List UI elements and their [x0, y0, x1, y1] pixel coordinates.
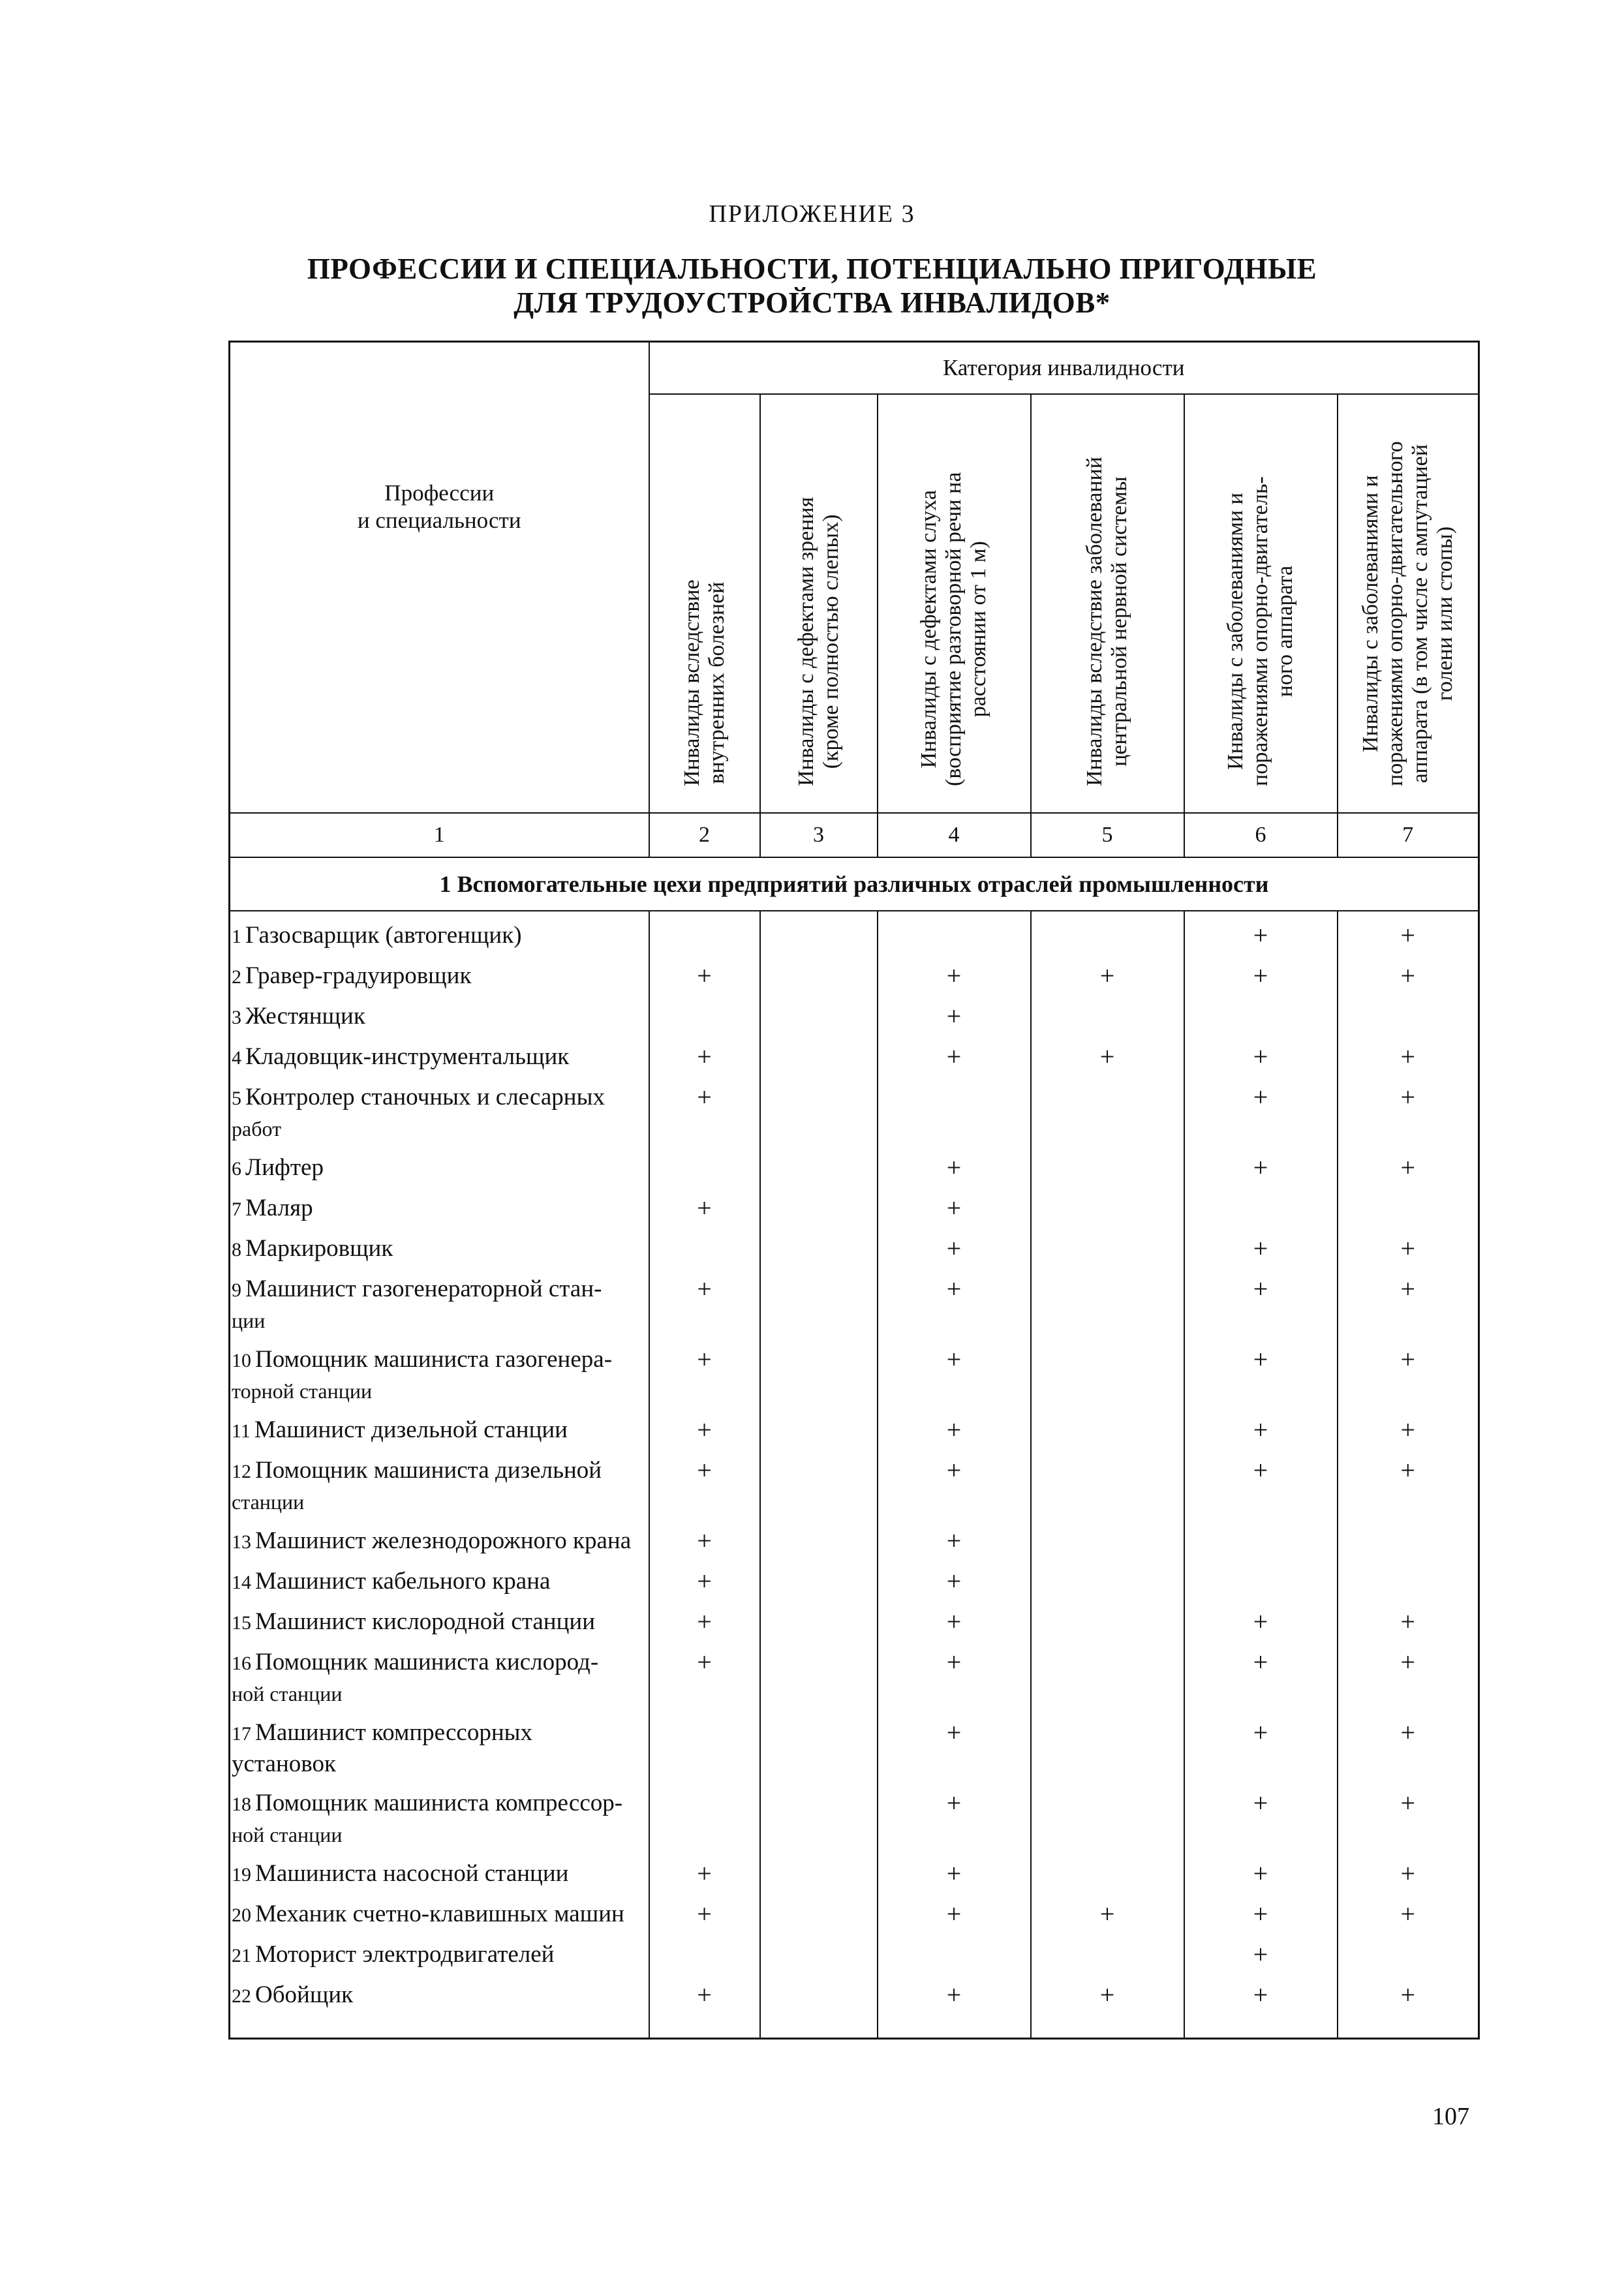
- suitability-mark: [760, 1184, 878, 1225]
- suitability-mark: [649, 1144, 760, 1184]
- header-column-text: [1358, 441, 1458, 786]
- profession-name: Контролер станочных и слесарных: [245, 1084, 605, 1110]
- profession-name: Помощник машиниста дизельной: [255, 1457, 602, 1484]
- suitability-mark: [1184, 1184, 1338, 1225]
- suitability-mark: +: [1184, 1225, 1338, 1265]
- profession-name-continuation: торной станции: [232, 1379, 373, 1403]
- suitability-mark: +: [649, 1638, 760, 1709]
- table-row: [230, 1336, 1479, 1406]
- profession-cell: [230, 1850, 649, 1890]
- suitability-mark: [649, 1225, 760, 1265]
- suitability-mark: [1338, 1184, 1479, 1225]
- suitability-mark: +: [878, 1517, 1031, 1557]
- header-column-line: поражениями опорно-двигатель-: [1248, 476, 1272, 786]
- table-row: [230, 1033, 1479, 1073]
- table-row: [230, 1709, 1479, 1779]
- profession-cell: [230, 1779, 649, 1850]
- profession-cell: [230, 992, 649, 1033]
- suitability-mark: +: [649, 1890, 760, 1931]
- header-professions-line-2: и специальности: [357, 508, 521, 533]
- suitability-mark: +: [1184, 1336, 1338, 1406]
- suitability-mark: +: [649, 1850, 760, 1890]
- suitability-mark: [1031, 1557, 1184, 1598]
- suitability-mark: [760, 1265, 878, 1336]
- suitability-mark: +: [1184, 952, 1338, 992]
- suitability-mark: [1031, 1850, 1184, 1890]
- profession-name: Машинист газогенераторной стан-: [245, 1276, 602, 1302]
- suitability-mark: [1031, 1265, 1184, 1336]
- suitability-mark: +: [649, 1598, 760, 1638]
- suitability-mark: +: [649, 1265, 760, 1336]
- suitability-mark: [1031, 1709, 1184, 1779]
- suitability-mark: [878, 1931, 1031, 1971]
- table-row: [230, 1184, 1479, 1225]
- suitability-mark: [1031, 1446, 1184, 1517]
- page-title: [0, 252, 1624, 320]
- suitability-mark: [1031, 1073, 1184, 1144]
- header-column-line: голени или стопы): [1432, 526, 1457, 701]
- suitability-mark: [1031, 1779, 1184, 1850]
- profession-cell: [230, 1406, 649, 1446]
- header-category: Категория инвалидности: [649, 342, 1479, 395]
- suitability-mark: [1031, 1336, 1184, 1406]
- row-number: 2: [232, 966, 241, 988]
- suitability-mark: [760, 1336, 878, 1406]
- profession-name: Машинист компрессорных установок: [232, 1719, 533, 1777]
- suitability-mark: +: [878, 1890, 1031, 1931]
- suitability-mark: [649, 992, 760, 1033]
- suitability-mark: [760, 952, 878, 992]
- suitability-mark: +: [878, 1638, 1031, 1709]
- profession-name: Помощник машиниста компрессор-: [255, 1790, 623, 1816]
- suitability-mark: +: [878, 1033, 1031, 1073]
- suitability-mark: +: [878, 1336, 1031, 1406]
- suitability-mark: [649, 1709, 760, 1779]
- profession-cell: [230, 1517, 649, 1557]
- suitability-mark: [760, 1779, 878, 1850]
- row-number: 16: [232, 1653, 251, 1674]
- suitability-mark: [760, 1890, 878, 1931]
- table-row: [230, 1971, 1479, 2039]
- suitability-mark: +: [1184, 1850, 1338, 1890]
- header-column-line: Инвалиды вследствие заболеваний: [1082, 457, 1107, 786]
- header-column-2: [649, 394, 760, 813]
- table-row: [230, 1779, 1479, 1850]
- suitability-mark: +: [1031, 1971, 1184, 2039]
- row-number: 6: [232, 1158, 241, 1180]
- header-column-4: [878, 394, 1031, 813]
- column-number: 5: [1031, 813, 1184, 857]
- suitability-mark: +: [1184, 1638, 1338, 1709]
- column-number: 4: [878, 813, 1031, 857]
- profession-cell: [230, 1265, 649, 1336]
- profession-cell: [230, 1144, 649, 1184]
- suitability-mark: +: [1184, 1598, 1338, 1638]
- profession-name: Помощник машиниста газогенера-: [255, 1346, 613, 1373]
- suitability-mark: +: [649, 1971, 760, 2039]
- section-title: 1 Вспомогательные цехи предприятий различных отраслей промышленности: [230, 857, 1479, 911]
- profession-name: Газосварщик (автогенщик): [245, 922, 522, 949]
- suitability-mark: [1031, 911, 1184, 952]
- row-number: 10: [232, 1350, 251, 1371]
- suitability-mark: +: [1338, 911, 1479, 952]
- profession-name-continuation: станции: [232, 1490, 305, 1514]
- suitability-mark: [760, 1557, 878, 1598]
- suitability-mark: +: [878, 992, 1031, 1033]
- profession-name: Помощник машиниста кислород-: [255, 1649, 599, 1675]
- column-number: 6: [1184, 813, 1338, 857]
- suitability-mark: +: [878, 1144, 1031, 1184]
- profession-name-continuation: ной станции: [232, 1823, 343, 1846]
- profession-name: Машинист кабельного крана: [255, 1568, 551, 1595]
- header-professions-line-1: Профессии: [384, 480, 495, 506]
- suitability-mark: +: [1184, 1779, 1338, 1850]
- suitability-mark: +: [1338, 952, 1479, 992]
- suitability-mark: [760, 1033, 878, 1073]
- table-row: [230, 1598, 1479, 1638]
- suitability-mark: [1338, 1557, 1479, 1598]
- table-row: [230, 1850, 1479, 1890]
- header-column-line: (кроме полностью слепых): [818, 514, 843, 769]
- row-number: 4: [232, 1047, 241, 1069]
- profession-cell: [230, 1971, 649, 2039]
- row-number: 15: [232, 1612, 251, 1634]
- column-number: 7: [1338, 813, 1479, 857]
- header-column-6: [1184, 394, 1338, 813]
- suitability-mark: [1338, 1517, 1479, 1557]
- suitability-mark: +: [649, 1557, 760, 1598]
- suitability-mark: [1338, 992, 1479, 1033]
- profession-name: Маляр: [245, 1195, 313, 1221]
- header-column-line: Инвалиды с заболеваниями и: [1223, 493, 1248, 770]
- suitability-mark: [760, 1971, 878, 2039]
- header-column-line: внутренних болезней: [704, 581, 729, 784]
- profession-name: Машинист кислородной станции: [255, 1608, 595, 1635]
- row-number: 22: [232, 1985, 251, 2007]
- table-row: [230, 1931, 1479, 1971]
- suitability-mark: [760, 911, 878, 952]
- suitability-mark: +: [1338, 1446, 1479, 1517]
- profession-cell: [230, 1073, 649, 1144]
- table-row: [230, 1144, 1479, 1184]
- header-column-line: центральной нервной системы: [1107, 476, 1131, 767]
- header-column-line: Инвалиды с дефектами зрения: [793, 497, 818, 786]
- row-number: 8: [232, 1239, 241, 1261]
- suitability-mark: +: [1184, 1890, 1338, 1931]
- profession-cell: [230, 911, 649, 952]
- suitability-mark: +: [1338, 1709, 1479, 1779]
- row-number: 3: [232, 1007, 241, 1028]
- suitability-mark: +: [878, 1406, 1031, 1446]
- profession-cell: [230, 1225, 649, 1265]
- suitability-mark: +: [878, 1225, 1031, 1265]
- suitability-mark: [760, 1638, 878, 1709]
- profession-name: Кладовщик-инструментальщик: [245, 1043, 570, 1070]
- appendix-label: ПРИЛОЖЕНИЕ 3: [709, 200, 915, 228]
- profession-name: Моторист электродвигателей: [255, 1941, 555, 1968]
- suitability-mark: +: [649, 1406, 760, 1446]
- suitability-mark: [1031, 1144, 1184, 1184]
- suitability-mark: +: [1031, 952, 1184, 992]
- suitability-mark: [1031, 1598, 1184, 1638]
- suitability-mark: +: [1031, 1890, 1184, 1931]
- suitability-mark: [1031, 1517, 1184, 1557]
- suitability-mark: +: [878, 1709, 1031, 1779]
- profession-cell: [230, 952, 649, 992]
- table-row: [230, 1265, 1479, 1336]
- suitability-mark: [649, 911, 760, 952]
- table-row: [230, 1446, 1479, 1517]
- suitability-mark: +: [1338, 1265, 1479, 1336]
- suitability-mark: +: [1184, 1971, 1338, 2039]
- profession-cell: [230, 1709, 649, 1779]
- page-number: 107: [1432, 2103, 1469, 2130]
- suitability-mark: [1184, 992, 1338, 1033]
- profession-cell: [230, 1890, 649, 1931]
- profession-name: Гравер-градуировщик: [245, 962, 472, 989]
- header-column-line: Инвалиды с дефектами слуха: [917, 490, 941, 769]
- suitability-mark: [760, 1709, 878, 1779]
- suitability-mark: [760, 1446, 878, 1517]
- header-column-line: Инвалиды с заболеваниями и: [1358, 475, 1383, 752]
- column-number: 1: [230, 813, 649, 857]
- suitability-mark: +: [878, 952, 1031, 992]
- suitability-mark: [1031, 1931, 1184, 1971]
- suitability-mark: [1338, 1931, 1479, 1971]
- profession-name-continuation: ной станции: [232, 1682, 343, 1705]
- suitability-mark: +: [649, 1517, 760, 1557]
- suitability-mark: [760, 1850, 878, 1890]
- suitability-mark: +: [878, 1557, 1031, 1598]
- profession-name: Механик счетно-клавишных машин: [255, 1901, 624, 1927]
- suitability-mark: [649, 1779, 760, 1850]
- suitability-mark: [760, 1598, 878, 1638]
- suitability-mark: +: [878, 1971, 1031, 2039]
- suitability-mark: +: [878, 1850, 1031, 1890]
- profession-name-continuation: ции: [232, 1309, 266, 1332]
- suitability-mark: +: [1338, 1144, 1479, 1184]
- suitability-mark: +: [878, 1446, 1031, 1517]
- profession-cell: [230, 1598, 649, 1638]
- header-professions: [230, 342, 649, 814]
- table-row: [230, 1225, 1479, 1265]
- suitability-mark: [1031, 992, 1184, 1033]
- row-number: 17: [232, 1723, 251, 1745]
- suitability-mark: [649, 1931, 760, 1971]
- profession-cell: [230, 1184, 649, 1225]
- title-line-1: ПРОФЕССИИ И СПЕЦИАЛЬНОСТИ, ПОТЕНЦИАЛЬНО ПРИГОДНЫЕ: [307, 252, 1317, 285]
- header-column-3: [760, 394, 878, 813]
- suitability-mark: +: [1184, 1709, 1338, 1779]
- header-column-text: [1082, 457, 1132, 786]
- suitability-mark: [760, 1073, 878, 1144]
- profession-name-continuation: работ: [232, 1117, 282, 1140]
- row-number: 20: [232, 1904, 251, 1926]
- suitability-mark: [1184, 1517, 1338, 1557]
- row-number: 13: [232, 1531, 251, 1553]
- header-column-text: [794, 497, 844, 786]
- profession-name: Машинист железнодорожного крана: [255, 1527, 632, 1554]
- header-column-line: ного аппарата: [1273, 565, 1297, 697]
- suitability-mark: +: [649, 1446, 760, 1517]
- suitability-mark: +: [1338, 1598, 1479, 1638]
- header-column-line: (восприятие разговорной речи на: [942, 472, 966, 786]
- header-column-line: аппарата (в том числе с ампутацией: [1407, 444, 1432, 784]
- suitability-mark: +: [649, 1336, 760, 1406]
- profession-name: Лифтер: [245, 1154, 324, 1181]
- profession-name: Обойщик: [255, 1981, 354, 2008]
- title-line-2: ДЛЯ ТРУДОУСТРОЙСТВА ИНВАЛИДОВ*: [513, 286, 1111, 319]
- suitability-mark: [760, 992, 878, 1033]
- suitability-mark: [760, 1406, 878, 1446]
- suitability-mark: +: [649, 1033, 760, 1073]
- suitability-mark: [1031, 1184, 1184, 1225]
- profession-name: Маркировщик: [245, 1235, 393, 1262]
- profession-cell: [230, 1336, 649, 1406]
- suitability-mark: [760, 1225, 878, 1265]
- row-number: 12: [232, 1461, 251, 1482]
- profession-name: Машиниста насосной станции: [255, 1860, 569, 1887]
- row-number: 5: [232, 1088, 241, 1109]
- suitability-mark: +: [649, 952, 760, 992]
- row-number: 1: [232, 926, 241, 947]
- suitability-mark: +: [1184, 1144, 1338, 1184]
- table-row: [230, 911, 1479, 952]
- suitability-mark: [760, 1931, 878, 1971]
- suitability-mark: +: [649, 1073, 760, 1144]
- table-row: [230, 1890, 1479, 1931]
- header-column-text: [917, 472, 991, 786]
- suitability-mark: +: [1338, 1638, 1479, 1709]
- table-row: [230, 1406, 1479, 1446]
- suitability-mark: +: [1031, 1033, 1184, 1073]
- suitability-mark: [760, 1144, 878, 1184]
- suitability-mark: +: [1338, 1033, 1479, 1073]
- profession-cell: [230, 1557, 649, 1598]
- profession-cell: [230, 1033, 649, 1073]
- suitability-mark: +: [1338, 1850, 1479, 1890]
- header-column-line: Инвалиды вследствие: [679, 579, 704, 786]
- suitability-mark: +: [1184, 1033, 1338, 1073]
- table-row: [230, 1073, 1479, 1144]
- row-number: 14: [232, 1572, 251, 1593]
- suitability-mark: [1031, 1225, 1184, 1265]
- suitability-mark: [760, 1517, 878, 1557]
- table-row: [230, 1517, 1479, 1557]
- profession-cell: [230, 1446, 649, 1517]
- column-number: 2: [649, 813, 760, 857]
- header-column-5: [1031, 394, 1184, 813]
- suitability-mark: +: [1184, 1265, 1338, 1336]
- table-row: [230, 1557, 1479, 1598]
- suitability-mark: +: [1338, 1225, 1479, 1265]
- suitability-mark: +: [1338, 1336, 1479, 1406]
- row-number: 21: [232, 1945, 251, 1966]
- header-column-text: [1223, 476, 1298, 786]
- suitability-mark: +: [878, 1598, 1031, 1638]
- suitability-mark: +: [1338, 1406, 1479, 1446]
- suitability-mark: +: [1184, 911, 1338, 952]
- suitability-mark: +: [1184, 1931, 1338, 1971]
- suitability-mark: +: [1184, 1446, 1338, 1517]
- suitability-mark: +: [1338, 1971, 1479, 2039]
- column-number: 3: [760, 813, 878, 857]
- table-row: [230, 992, 1479, 1033]
- suitability-mark: [1184, 1557, 1338, 1598]
- professions-table: [228, 341, 1480, 2040]
- suitability-mark: +: [878, 1779, 1031, 1850]
- profession-name: Жестянщик: [245, 1003, 365, 1030]
- suitability-mark: +: [1338, 1779, 1479, 1850]
- row-number: 9: [232, 1279, 241, 1301]
- suitability-mark: [1031, 1406, 1184, 1446]
- table-row: [230, 952, 1479, 992]
- suitability-mark: [1031, 1638, 1184, 1709]
- header-column-line: поражениями опорно-двигательного: [1383, 441, 1407, 786]
- suitability-mark: +: [1338, 1073, 1479, 1144]
- header-column-line: расстоянии от 1 м): [966, 541, 990, 718]
- table-row: [230, 1638, 1479, 1709]
- suitability-mark: +: [878, 1184, 1031, 1225]
- suitability-mark: +: [1184, 1406, 1338, 1446]
- header-column-7: [1338, 394, 1479, 813]
- suitability-mark: [878, 1073, 1031, 1144]
- row-number: 19: [232, 1864, 251, 1886]
- profession-name: Машинист дизельной станции: [254, 1416, 568, 1443]
- profession-cell: [230, 1638, 649, 1709]
- suitability-mark: +: [649, 1184, 760, 1225]
- header-column-text: [680, 579, 729, 786]
- suitability-mark: [878, 911, 1031, 952]
- suitability-mark: +: [1184, 1073, 1338, 1144]
- suitability-mark: +: [1338, 1890, 1479, 1931]
- profession-cell: [230, 1931, 649, 1971]
- row-number: 18: [232, 1794, 251, 1815]
- row-number: 11: [232, 1420, 251, 1442]
- row-number: 7: [232, 1199, 241, 1220]
- suitability-mark: +: [878, 1265, 1031, 1336]
